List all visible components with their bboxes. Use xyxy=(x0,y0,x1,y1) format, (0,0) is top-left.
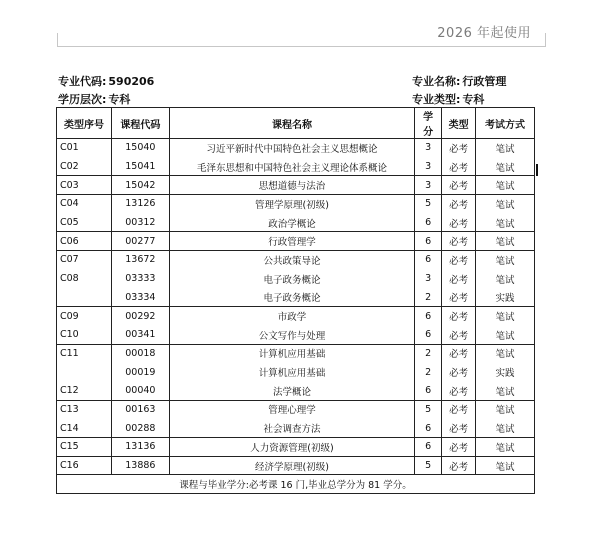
table-row xyxy=(57,325,535,344)
course-code-cell: 03334 xyxy=(111,288,169,307)
table-row xyxy=(57,419,535,438)
kind-cell: 必考 xyxy=(442,325,476,344)
exam-method-cell: 笔试 xyxy=(476,438,535,457)
course-code-cell: 15040 xyxy=(111,139,169,158)
credit-cell: 6 xyxy=(415,307,442,326)
course-code-cell: 00341 xyxy=(111,325,169,344)
major-name-label: 专业名称: xyxy=(412,75,461,88)
credit-cell: 6 xyxy=(415,213,442,232)
exam-method-cell: 实践 xyxy=(476,363,535,382)
exam-method-cell: 笔试 xyxy=(476,344,535,363)
type-no-cell: C12 xyxy=(57,381,112,400)
column-header: 类型序号 xyxy=(57,108,112,139)
type-no-cell: C07 xyxy=(57,251,112,270)
table-row xyxy=(57,157,535,176)
column-header: 课程代码 xyxy=(111,108,169,139)
course-code-cell: 15041 xyxy=(111,157,169,176)
table-row xyxy=(57,381,535,400)
course-name-cell: 法学概论 xyxy=(169,381,414,400)
page-header-title: 2026 年起使用 xyxy=(437,26,531,41)
table-row xyxy=(57,438,535,457)
type-no-cell xyxy=(57,363,112,382)
credit-cell: 3 xyxy=(415,269,442,288)
type-no-cell: C08 xyxy=(57,269,112,288)
exam-method-cell: 笔试 xyxy=(476,400,535,419)
credit-cell: 5 xyxy=(415,195,442,214)
kind-cell: 必考 xyxy=(442,344,476,363)
course-code-cell: 03333 xyxy=(111,269,169,288)
course-code-cell: 15042 xyxy=(111,176,169,195)
header-rule xyxy=(57,46,546,47)
exam-method-cell: 笔试 xyxy=(476,381,535,400)
course-table xyxy=(56,107,535,494)
course-name-cell: 市政学 xyxy=(169,307,414,326)
exam-method-cell: 笔试 xyxy=(476,213,535,232)
table-note: 课程与毕业学分:必考课 16 门,毕业总学分为 81 学分。 xyxy=(57,475,535,494)
kind-cell: 必考 xyxy=(442,213,476,232)
major-code-value: 590206 xyxy=(108,75,155,88)
type-no-cell: C14 xyxy=(57,419,112,438)
course-code-cell: 00292 xyxy=(111,307,169,326)
education-level xyxy=(58,91,130,107)
course-code-cell: 00288 xyxy=(111,419,169,438)
table-row xyxy=(57,363,535,382)
type-no-cell: C11 xyxy=(57,344,112,363)
credit-cell: 6 xyxy=(415,438,442,457)
course-name-cell: 行政管理学 xyxy=(169,232,414,251)
course-code-cell: 00163 xyxy=(111,400,169,419)
major-type xyxy=(412,91,484,107)
type-no-cell: C15 xyxy=(57,438,112,457)
major-code xyxy=(58,73,154,89)
exam-method-cell: 笔试 xyxy=(476,139,535,158)
type-no-cell: C04 xyxy=(57,195,112,214)
exam-method-cell: 笔试 xyxy=(476,176,535,195)
course-code-cell: 13886 xyxy=(111,456,169,475)
kind-cell: 必考 xyxy=(442,251,476,270)
kind-cell: 必考 xyxy=(442,195,476,214)
type-no-cell: C16 xyxy=(57,456,112,475)
column-header: 类型 xyxy=(442,108,476,139)
header-corner-right xyxy=(545,33,546,47)
type-no-cell: C10 xyxy=(57,325,112,344)
course-code-cell: 00040 xyxy=(111,381,169,400)
course-name-cell: 管理学原理(初级) xyxy=(169,195,414,214)
credit-cell: 2 xyxy=(415,363,442,382)
course-name-cell: 公文写作与处理 xyxy=(169,325,414,344)
type-no-cell: C03 xyxy=(57,176,112,195)
exam-method-cell: 实践 xyxy=(476,288,535,307)
exam-method-cell: 笔试 xyxy=(476,325,535,344)
table-row xyxy=(57,344,535,363)
type-no-cell xyxy=(57,288,112,307)
table-row xyxy=(57,400,535,419)
type-no-cell: C05 xyxy=(57,213,112,232)
type-no-cell: C01 xyxy=(57,139,112,158)
table-row xyxy=(57,213,535,232)
major-name-value: 行政管理 xyxy=(462,75,507,88)
course-name-cell: 人力资源管理(初级) xyxy=(169,438,414,457)
table-header-row xyxy=(57,108,535,139)
major-type-label: 专业类型: xyxy=(412,93,461,106)
kind-cell: 必考 xyxy=(442,288,476,307)
table-row xyxy=(57,176,535,195)
credit-cell: 6 xyxy=(415,381,442,400)
kind-cell: 必考 xyxy=(442,157,476,176)
credit-cell: 2 xyxy=(415,344,442,363)
education-level-value: 专科 xyxy=(108,93,131,106)
table-note-row xyxy=(57,475,535,494)
exam-method-cell: 笔试 xyxy=(476,307,535,326)
table-row xyxy=(57,456,535,475)
course-name-cell: 公共政策导论 xyxy=(169,251,414,270)
course-name-cell: 政治学概论 xyxy=(169,213,414,232)
column-header: 考试方式 xyxy=(476,108,535,139)
exam-method-cell: 笔试 xyxy=(476,232,535,251)
credit-cell: 5 xyxy=(415,400,442,419)
course-name-cell: 习近平新时代中国特色社会主义思想概论 xyxy=(169,139,414,158)
exam-method-cell: 笔试 xyxy=(476,157,535,176)
credit-cell: 5 xyxy=(415,456,442,475)
table-row xyxy=(57,232,535,251)
course-name-cell: 计算机应用基础 xyxy=(169,363,414,382)
type-no-cell: C06 xyxy=(57,232,112,251)
education-level-label: 学历层次: xyxy=(58,93,107,106)
course-name-cell: 管理心理学 xyxy=(169,400,414,419)
kind-cell: 必考 xyxy=(442,438,476,457)
kind-cell: 必考 xyxy=(442,307,476,326)
kind-cell: 必考 xyxy=(442,363,476,382)
exam-method-cell: 笔试 xyxy=(476,269,535,288)
course-name-cell: 计算机应用基础 xyxy=(169,344,414,363)
type-no-cell: C13 xyxy=(57,400,112,419)
exam-method-cell: 笔试 xyxy=(476,195,535,214)
header-corner-left xyxy=(57,33,58,47)
major-code-label: 专业代码: xyxy=(58,75,107,88)
credit-cell: 6 xyxy=(415,325,442,344)
course-code-cell: 00018 xyxy=(111,344,169,363)
edge-mark xyxy=(536,164,538,176)
credit-cell: 3 xyxy=(415,139,442,158)
course-code-cell: 00019 xyxy=(111,363,169,382)
course-code-cell: 13136 xyxy=(111,438,169,457)
kind-cell: 必考 xyxy=(442,232,476,251)
course-name-cell: 经济学原理(初级) xyxy=(169,456,414,475)
table-row xyxy=(57,288,535,307)
kind-cell: 必考 xyxy=(442,456,476,475)
kind-cell: 必考 xyxy=(442,381,476,400)
kind-cell: 必考 xyxy=(442,139,476,158)
exam-method-cell: 笔试 xyxy=(476,419,535,438)
table-row xyxy=(57,307,535,326)
course-code-cell: 00277 xyxy=(111,232,169,251)
exam-method-cell: 笔试 xyxy=(476,251,535,270)
course-name-cell: 电子政务概论 xyxy=(169,288,414,307)
type-no-cell: C09 xyxy=(57,307,112,326)
credit-cell: 2 xyxy=(415,288,442,307)
course-code-cell: 00312 xyxy=(111,213,169,232)
kind-cell: 必考 xyxy=(442,400,476,419)
table-row xyxy=(57,251,535,270)
table-row xyxy=(57,139,535,158)
column-header: 课程名称 xyxy=(169,108,414,139)
kind-cell: 必考 xyxy=(442,176,476,195)
kind-cell: 必考 xyxy=(442,269,476,288)
credit-cell: 6 xyxy=(415,251,442,270)
course-name-cell: 思想道德与法治 xyxy=(169,176,414,195)
column-header: 学分 xyxy=(415,108,442,139)
exam-method-cell: 笔试 xyxy=(476,456,535,475)
course-name-cell: 电子政务概论 xyxy=(169,269,414,288)
credit-cell: 3 xyxy=(415,157,442,176)
table-row xyxy=(57,269,535,288)
type-no-cell: C02 xyxy=(57,157,112,176)
credit-cell: 6 xyxy=(415,232,442,251)
credit-cell: 6 xyxy=(415,419,442,438)
course-name-cell: 毛泽东思想和中国特色社会主义理论体系概论 xyxy=(169,157,414,176)
major-type-value: 专科 xyxy=(462,93,485,106)
course-code-cell: 13672 xyxy=(111,251,169,270)
course-name-cell: 社会调查方法 xyxy=(169,419,414,438)
kind-cell: 必考 xyxy=(442,419,476,438)
course-code-cell: 13126 xyxy=(111,195,169,214)
credit-cell: 3 xyxy=(415,176,442,195)
table-row xyxy=(57,195,535,214)
major-name xyxy=(412,73,506,89)
